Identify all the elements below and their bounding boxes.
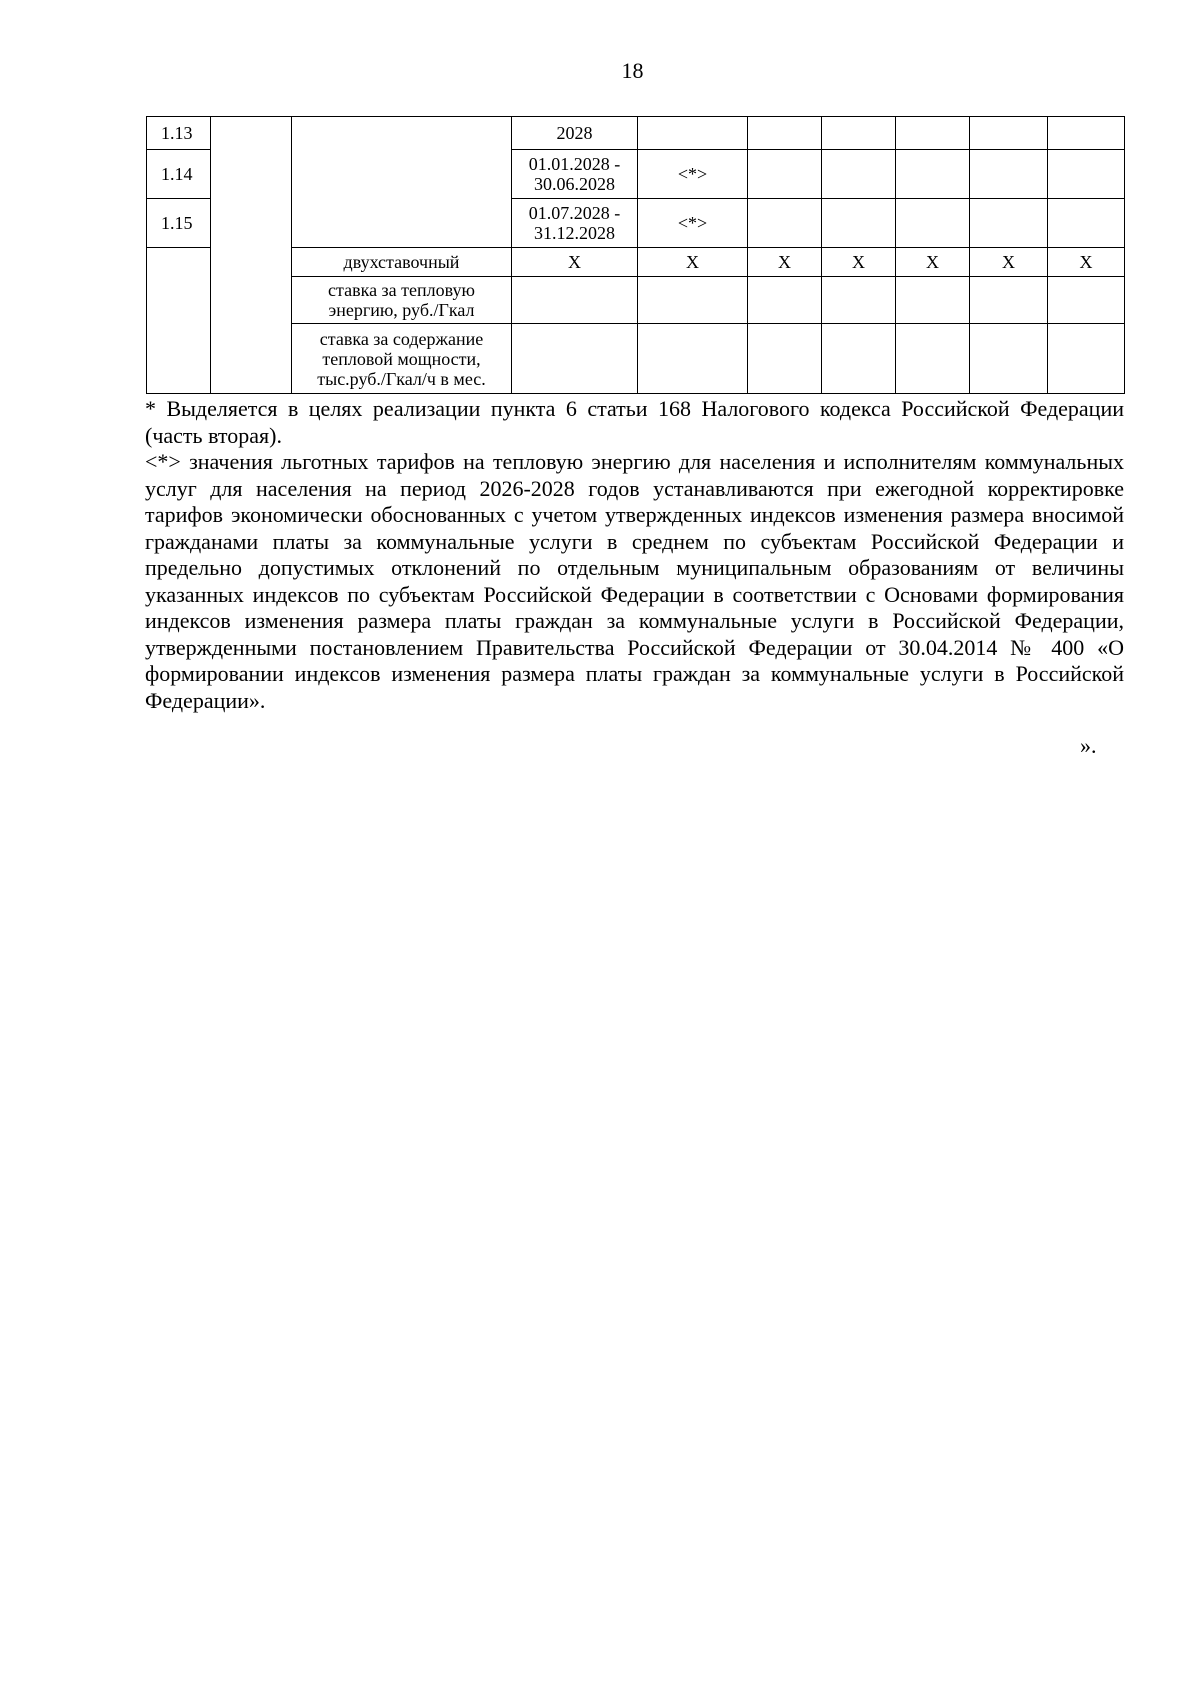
empty-cell <box>896 117 970 150</box>
x-mark: Х <box>822 248 896 277</box>
value-cell <box>638 117 748 150</box>
row-number: 1.14 <box>147 150 211 199</box>
empty-cell <box>211 117 292 394</box>
footnote-star: * Выделяется в целях реализации пункта 6 статьи 168 Налогового кодекса Российской Федерации (часть вторая). <box>145 396 1124 448</box>
empty-cell <box>147 248 211 394</box>
x-mark: Х <box>638 248 748 277</box>
empty-cell <box>748 324 822 394</box>
empty-cell <box>970 117 1048 150</box>
period-cell: 01.07.2028 - 31.12.2028 <box>512 199 638 248</box>
value-cell: <*> <box>638 150 748 199</box>
empty-cell <box>970 199 1048 248</box>
footnote-angle-star: <*> значения льготных тарифов на тепловую энергию для населения и исполнителям коммунальных услуг для населения на период 2026-2028 годов устанавливаются при ежегодной корректировке тарифов экономически обоснованных с учетом утвержденных индексов изменения размера вносимой гражданами платы за коммунальные услуги в среднем по субъектам Российской Федерации и предельно допустимых отклонений по отдельным муниципальным образованиям от величины указанных индексов по субъектам Российской Федерации в соответствии с Основами формирования индексов изменения размера платы граждан за коммунальные услуги в Российской Федерации, утвержденными постановлением Правительства Российской Федерации от 30.04.2014 № 400 «О формировании индексов изменения размера платы граждан за коммунальные услуги в Российской Федерации». <box>145 449 1124 713</box>
rate-capacity-label: ставка за содержание тепловой мощности, тыс.руб./Гкал/ч в мес. <box>292 324 512 394</box>
period-cell: 2028 <box>512 117 638 150</box>
empty-cell <box>748 117 822 150</box>
value-cell: <*> <box>638 199 748 248</box>
empty-cell <box>1048 199 1125 248</box>
empty-cell <box>292 117 512 248</box>
footnotes <box>145 396 1124 714</box>
empty-cell <box>822 117 896 150</box>
x-mark: Х <box>512 248 638 277</box>
tariff-table <box>146 116 1125 394</box>
empty-cell <box>970 277 1048 324</box>
empty-cell <box>512 324 638 394</box>
empty-cell <box>512 277 638 324</box>
table-row <box>147 277 1125 324</box>
empty-cell <box>896 199 970 248</box>
row-number: 1.15 <box>147 199 211 248</box>
empty-cell <box>970 150 1048 199</box>
table-row <box>147 248 1125 277</box>
empty-cell <box>748 277 822 324</box>
x-mark: Х <box>970 248 1048 277</box>
empty-cell <box>1048 277 1125 324</box>
empty-cell <box>822 324 896 394</box>
x-mark: Х <box>1048 248 1125 277</box>
x-mark: Х <box>748 248 822 277</box>
empty-cell <box>822 277 896 324</box>
empty-cell <box>822 199 896 248</box>
empty-cell <box>1048 324 1125 394</box>
empty-cell <box>1048 150 1125 199</box>
empty-cell <box>638 324 748 394</box>
period-cell: 01.01.2028 - 30.06.2028 <box>512 150 638 199</box>
rate-energy-label: ставка за тепловую энергию, руб./Гкал <box>292 277 512 324</box>
empty-cell <box>896 324 970 394</box>
empty-cell <box>638 277 748 324</box>
two-part-label: двухставочный <box>292 248 512 277</box>
empty-cell <box>970 324 1048 394</box>
table-row <box>147 324 1125 394</box>
empty-cell <box>896 277 970 324</box>
x-mark: Х <box>896 248 970 277</box>
empty-cell <box>748 199 822 248</box>
empty-cell <box>748 150 822 199</box>
page-number: 18 <box>621 58 644 83</box>
empty-cell <box>896 150 970 199</box>
table-row <box>147 117 1125 150</box>
empty-cell <box>1048 117 1125 150</box>
closing-quote: ». <box>1080 733 1097 758</box>
empty-cell <box>822 150 896 199</box>
row-number: 1.13 <box>147 117 211 150</box>
